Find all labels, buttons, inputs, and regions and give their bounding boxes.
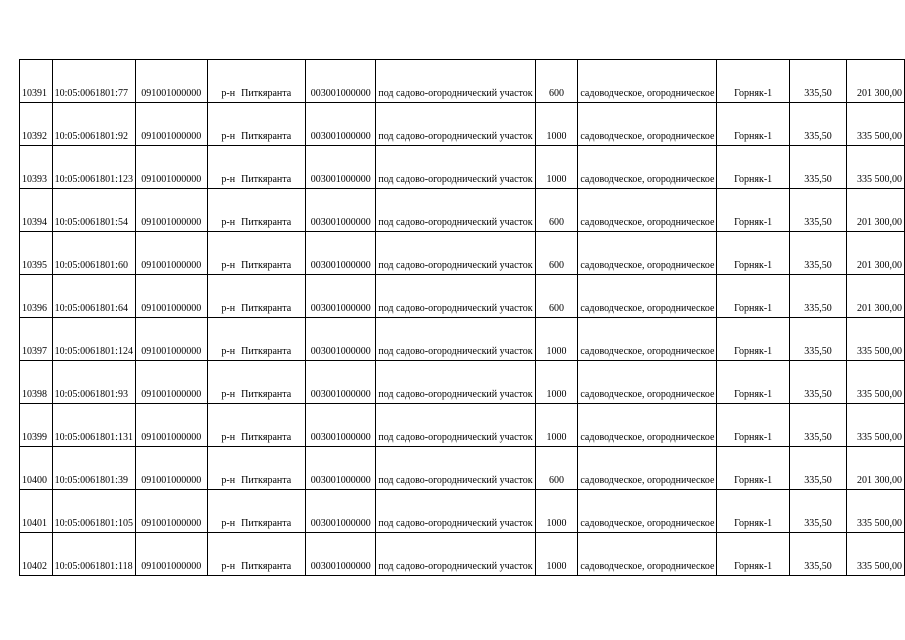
association-name-cell	[717, 533, 790, 576]
okato-code: 091001000000	[141, 389, 202, 400]
district-prefix: р-н	[221, 518, 236, 529]
district-cell	[207, 447, 306, 490]
row-number: 10400	[22, 475, 47, 486]
land-registry-table	[19, 59, 905, 576]
land-area: 1000	[546, 561, 567, 572]
specific-value-rate: 335,50	[804, 475, 832, 486]
land-use-type-cell	[578, 60, 717, 103]
row-number: 10398	[22, 389, 47, 400]
oktmo-code-cell	[306, 490, 376, 533]
okato-code: 091001000000	[141, 346, 202, 357]
specific-value-rate: 335,50	[804, 88, 832, 99]
district-cell	[207, 189, 306, 232]
cadastral-number-cell	[52, 60, 135, 103]
land-use-type: садоводческое, огородническое	[580, 346, 715, 357]
district-cell	[207, 232, 306, 275]
district-name: Питкяранта	[241, 346, 292, 357]
association-name: Горняк-1	[734, 346, 773, 357]
land-use-type-cell	[578, 146, 717, 189]
district-name: Питкяранта	[241, 174, 292, 185]
cadastral-number: 10:05:0061801:105	[54, 518, 133, 529]
specific-value-rate-cell	[789, 103, 846, 146]
district-name: Питкяранта	[241, 561, 292, 572]
land-purpose-cell	[376, 103, 535, 146]
district-prefix: р-н	[221, 432, 236, 443]
oktmo-code-cell	[306, 232, 376, 275]
district-name: Питкяранта	[241, 260, 292, 271]
land-purpose-cell	[376, 490, 535, 533]
table-row	[20, 189, 905, 232]
cadastral-value-cell	[847, 60, 905, 103]
district-prefix: р-н	[221, 131, 236, 142]
land-area-cell	[535, 447, 578, 490]
land-area: 600	[549, 217, 564, 228]
okato-code: 091001000000	[141, 217, 202, 228]
district-prefix: р-н	[221, 260, 236, 271]
oktmo-code: 003001000000	[310, 217, 371, 228]
cadastral-value: 201 300,00	[857, 475, 902, 486]
cadastral-value: 201 300,00	[857, 303, 902, 314]
oktmo-code-cell	[306, 275, 376, 318]
row-number: 10402	[22, 561, 47, 572]
table-row	[20, 146, 905, 189]
district-prefix: р-н	[221, 88, 236, 99]
district-name: Питкяранта	[241, 88, 292, 99]
cadastral-value-cell	[847, 490, 905, 533]
land-use-type-cell	[578, 103, 717, 146]
land-purpose: под садово-огороднический участок	[378, 303, 533, 314]
district-cell	[207, 275, 306, 318]
land-use-type-cell	[578, 318, 717, 361]
oktmo-code: 003001000000	[310, 346, 371, 357]
row-number-cell	[20, 275, 53, 318]
cadastral-value-cell	[847, 232, 905, 275]
land-use-type: садоводческое, огородническое	[580, 260, 715, 271]
cadastral-number: 10:05:0061801:54	[54, 217, 128, 228]
land-purpose-cell	[376, 361, 535, 404]
land-purpose: под садово-огороднический участок	[378, 88, 533, 99]
table-row	[20, 275, 905, 318]
land-area: 1000	[546, 518, 567, 529]
land-area: 1000	[546, 174, 567, 185]
association-name: Горняк-1	[734, 217, 773, 228]
district-prefix: р-н	[221, 217, 236, 228]
row-number-cell	[20, 490, 53, 533]
district-prefix: р-н	[221, 475, 236, 486]
land-purpose: под садово-огороднический участок	[378, 475, 533, 486]
land-use-type: садоводческое, огородническое	[580, 131, 715, 142]
association-name-cell	[717, 275, 790, 318]
cadastral-value: 335 500,00	[857, 432, 902, 443]
cadastral-value: 201 300,00	[857, 88, 902, 99]
specific-value-rate-cell	[789, 533, 846, 576]
district-cell	[207, 318, 306, 361]
row-number: 10399	[22, 432, 47, 443]
association-name-cell	[717, 232, 790, 275]
cadastral-value: 335 500,00	[857, 389, 902, 400]
land-purpose: под садово-огороднический участок	[378, 389, 533, 400]
specific-value-rate: 335,50	[804, 561, 832, 572]
okato-code: 091001000000	[141, 432, 202, 443]
district-name: Питкяранта	[241, 432, 292, 443]
land-use-type: садоводческое, огородническое	[580, 88, 715, 99]
specific-value-rate: 335,50	[804, 174, 832, 185]
land-area-cell	[535, 404, 578, 447]
cadastral-value-cell	[847, 275, 905, 318]
row-number-cell	[20, 533, 53, 576]
land-area-cell	[535, 318, 578, 361]
land-area-cell	[535, 490, 578, 533]
land-purpose: под садово-огороднический участок	[378, 561, 533, 572]
land-area: 600	[549, 88, 564, 99]
table-row	[20, 490, 905, 533]
land-area-cell	[535, 146, 578, 189]
land-area-cell	[535, 533, 578, 576]
oktmo-code-cell	[306, 318, 376, 361]
oktmo-code: 003001000000	[310, 432, 371, 443]
specific-value-rate: 335,50	[804, 131, 832, 142]
land-purpose: под садово-огороднический участок	[378, 346, 533, 357]
table-row	[20, 361, 905, 404]
row-number-cell	[20, 146, 53, 189]
specific-value-rate: 335,50	[804, 389, 832, 400]
oktmo-code: 003001000000	[310, 303, 371, 314]
association-name: Горняк-1	[734, 475, 773, 486]
okato-code-cell	[135, 533, 207, 576]
district-cell	[207, 361, 306, 404]
row-number-cell	[20, 60, 53, 103]
district-prefix: р-н	[221, 174, 236, 185]
land-purpose: под садово-огороднический участок	[378, 217, 533, 228]
cadastral-number-cell	[52, 361, 135, 404]
association-name-cell	[717, 490, 790, 533]
okato-code-cell	[135, 447, 207, 490]
cadastral-value: 201 300,00	[857, 260, 902, 271]
land-use-type: садоводческое, огородническое	[580, 518, 715, 529]
okato-code-cell	[135, 60, 207, 103]
land-purpose: под садово-огороднический участок	[378, 131, 533, 142]
association-name-cell	[717, 404, 790, 447]
association-name-cell	[717, 146, 790, 189]
land-use-type: садоводческое, огородническое	[580, 561, 715, 572]
cadastral-number: 10:05:0061801:39	[54, 475, 128, 486]
specific-value-rate-cell	[789, 490, 846, 533]
oktmo-code-cell	[306, 361, 376, 404]
okato-code-cell	[135, 490, 207, 533]
oktmo-code: 003001000000	[310, 88, 371, 99]
association-name: Горняк-1	[734, 303, 773, 314]
land-purpose: под садово-огороднический участок	[378, 432, 533, 443]
district-prefix: р-н	[221, 561, 236, 572]
okato-code: 091001000000	[141, 88, 202, 99]
association-name: Горняк-1	[734, 518, 773, 529]
district-cell	[207, 404, 306, 447]
land-purpose-cell	[376, 533, 535, 576]
okato-code-cell	[135, 404, 207, 447]
table-row	[20, 318, 905, 361]
okato-code: 091001000000	[141, 303, 202, 314]
okato-code-cell	[135, 275, 207, 318]
table-row	[20, 103, 905, 146]
association-name: Горняк-1	[734, 432, 773, 443]
specific-value-rate: 335,50	[804, 432, 832, 443]
land-area-cell	[535, 103, 578, 146]
table-row	[20, 533, 905, 576]
table-row	[20, 447, 905, 490]
cadastral-value: 201 300,00	[857, 217, 902, 228]
district-name: Питкяранта	[241, 217, 292, 228]
association-name: Горняк-1	[734, 88, 773, 99]
district-cell	[207, 103, 306, 146]
cadastral-value: 335 500,00	[857, 518, 902, 529]
district-prefix: р-н	[221, 303, 236, 314]
land-purpose: под садово-огороднический участок	[378, 260, 533, 271]
district-cell	[207, 146, 306, 189]
cadastral-number: 10:05:0061801:118	[54, 561, 133, 572]
association-name: Горняк-1	[734, 389, 773, 400]
row-number-cell	[20, 232, 53, 275]
row-number-cell	[20, 103, 53, 146]
oktmo-code-cell	[306, 533, 376, 576]
cadastral-number-cell	[52, 189, 135, 232]
land-area-cell	[535, 232, 578, 275]
association-name-cell	[717, 103, 790, 146]
row-number: 10392	[22, 131, 47, 142]
cadastral-value-cell	[847, 361, 905, 404]
land-area: 1000	[546, 346, 567, 357]
land-use-type: садоводческое, огородническое	[580, 389, 715, 400]
okato-code-cell	[135, 146, 207, 189]
land-area: 1000	[546, 432, 567, 443]
oktmo-code: 003001000000	[310, 260, 371, 271]
cadastral-number-cell	[52, 404, 135, 447]
oktmo-code-cell	[306, 60, 376, 103]
oktmo-code-cell	[306, 146, 376, 189]
oktmo-code-cell	[306, 103, 376, 146]
specific-value-rate: 335,50	[804, 518, 832, 529]
cadastral-number-cell	[52, 275, 135, 318]
specific-value-rate-cell	[789, 232, 846, 275]
district-cell	[207, 533, 306, 576]
row-number-cell	[20, 189, 53, 232]
cadastral-number-cell	[52, 447, 135, 490]
cadastral-value-cell	[847, 533, 905, 576]
land-use-type-cell	[578, 533, 717, 576]
row-number: 10396	[22, 303, 47, 314]
table-body	[20, 60, 905, 576]
land-area: 1000	[546, 389, 567, 400]
association-name: Горняк-1	[734, 260, 773, 271]
cadastral-number: 10:05:0061801:92	[54, 131, 128, 142]
land-purpose-cell	[376, 275, 535, 318]
land-use-type-cell	[578, 447, 717, 490]
specific-value-rate-cell	[789, 275, 846, 318]
land-use-type-cell	[578, 189, 717, 232]
association-name-cell	[717, 318, 790, 361]
land-use-type: садоводческое, огородническое	[580, 475, 715, 486]
cadastral-number: 10:05:0061801:131	[54, 432, 133, 443]
oktmo-code-cell	[306, 404, 376, 447]
oktmo-code-cell	[306, 189, 376, 232]
land-use-type: садоводческое, огородническое	[580, 174, 715, 185]
land-purpose: под садово-огороднический участок	[378, 174, 533, 185]
land-purpose-cell	[376, 318, 535, 361]
row-number: 10391	[22, 88, 47, 99]
association-name-cell	[717, 361, 790, 404]
association-name: Горняк-1	[734, 174, 773, 185]
okato-code-cell	[135, 189, 207, 232]
row-number: 10393	[22, 174, 47, 185]
land-purpose-cell	[376, 404, 535, 447]
district-cell	[207, 60, 306, 103]
row-number: 10395	[22, 260, 47, 271]
district-name: Питкяранта	[241, 303, 292, 314]
specific-value-rate: 335,50	[804, 217, 832, 228]
land-use-type-cell	[578, 232, 717, 275]
okato-code: 091001000000	[141, 561, 202, 572]
okato-code-cell	[135, 318, 207, 361]
cadastral-value-cell	[847, 189, 905, 232]
cadastral-value-cell	[847, 103, 905, 146]
row-number-cell	[20, 318, 53, 361]
land-use-type-cell	[578, 404, 717, 447]
okato-code-cell	[135, 232, 207, 275]
oktmo-code: 003001000000	[310, 561, 371, 572]
association-name: Горняк-1	[734, 561, 773, 572]
land-purpose-cell	[376, 60, 535, 103]
cadastral-number: 10:05:0061801:93	[54, 389, 128, 400]
cadastral-number-cell	[52, 103, 135, 146]
specific-value-rate-cell	[789, 447, 846, 490]
cadastral-value: 335 500,00	[857, 131, 902, 142]
land-purpose-cell	[376, 189, 535, 232]
cadastral-value-cell	[847, 404, 905, 447]
land-use-type-cell	[578, 361, 717, 404]
cadastral-value: 335 500,00	[857, 346, 902, 357]
row-number: 10397	[22, 346, 47, 357]
okato-code: 091001000000	[141, 131, 202, 142]
land-use-type: садоводческое, огородническое	[580, 303, 715, 314]
cadastral-number-cell	[52, 318, 135, 361]
land-area: 600	[549, 475, 564, 486]
row-number-cell	[20, 447, 53, 490]
cadastral-number-cell	[52, 490, 135, 533]
oktmo-code-cell	[306, 447, 376, 490]
land-area-cell	[535, 60, 578, 103]
cadastral-value-cell	[847, 146, 905, 189]
row-number: 10401	[22, 518, 47, 529]
land-area-cell	[535, 361, 578, 404]
okato-code: 091001000000	[141, 475, 202, 486]
land-area-cell	[535, 189, 578, 232]
specific-value-rate-cell	[789, 146, 846, 189]
land-purpose-cell	[376, 146, 535, 189]
okato-code: 091001000000	[141, 174, 202, 185]
cadastral-number-cell	[52, 146, 135, 189]
association-name-cell	[717, 447, 790, 490]
row-number-cell	[20, 404, 53, 447]
land-use-type: садоводческое, огородническое	[580, 432, 715, 443]
association-name-cell	[717, 60, 790, 103]
association-name: Горняк-1	[734, 131, 773, 142]
oktmo-code: 003001000000	[310, 518, 371, 529]
land-area-cell	[535, 275, 578, 318]
cadastral-number: 10:05:0061801:124	[54, 346, 133, 357]
specific-value-rate-cell	[789, 60, 846, 103]
okato-code-cell	[135, 361, 207, 404]
land-use-type-cell	[578, 490, 717, 533]
cadastral-number: 10:05:0061801:64	[54, 303, 128, 314]
specific-value-rate: 335,50	[804, 260, 832, 271]
oktmo-code: 003001000000	[310, 475, 371, 486]
oktmo-code: 003001000000	[310, 389, 371, 400]
table-row	[20, 404, 905, 447]
district-name: Питкяранта	[241, 518, 292, 529]
table-row	[20, 60, 905, 103]
district-prefix: р-н	[221, 389, 236, 400]
oktmo-code: 003001000000	[310, 131, 371, 142]
land-use-type: садоводческое, огородническое	[580, 217, 715, 228]
land-purpose: под садово-огороднический участок	[378, 518, 533, 529]
specific-value-rate-cell	[789, 404, 846, 447]
okato-code: 091001000000	[141, 518, 202, 529]
cadastral-value: 335 500,00	[857, 174, 902, 185]
cadastral-number: 10:05:0061801:123	[54, 174, 133, 185]
okato-code-cell	[135, 103, 207, 146]
cadastral-number: 10:05:0061801:77	[54, 88, 128, 99]
specific-value-rate: 335,50	[804, 303, 832, 314]
table-row	[20, 232, 905, 275]
row-number: 10394	[22, 217, 47, 228]
cadastral-value-cell	[847, 318, 905, 361]
cadastral-number: 10:05:0061801:60	[54, 260, 128, 271]
land-area: 600	[549, 260, 564, 271]
oktmo-code: 003001000000	[310, 174, 371, 185]
cadastral-number-cell	[52, 533, 135, 576]
district-name: Питкяранта	[241, 475, 292, 486]
okato-code: 091001000000	[141, 260, 202, 271]
specific-value-rate-cell	[789, 361, 846, 404]
specific-value-rate-cell	[789, 318, 846, 361]
association-name-cell	[717, 189, 790, 232]
land-area: 600	[549, 303, 564, 314]
land-area: 1000	[546, 131, 567, 142]
district-prefix: р-н	[221, 346, 236, 357]
district-name: Питкяранта	[241, 389, 292, 400]
row-number-cell	[20, 361, 53, 404]
cadastral-value: 335 500,00	[857, 561, 902, 572]
district-name: Питкяранта	[241, 131, 292, 142]
cadastral-value-cell	[847, 447, 905, 490]
cadastral-number-cell	[52, 232, 135, 275]
district-cell	[207, 490, 306, 533]
land-purpose-cell	[376, 447, 535, 490]
specific-value-rate: 335,50	[804, 346, 832, 357]
specific-value-rate-cell	[789, 189, 846, 232]
land-purpose-cell	[376, 232, 535, 275]
land-use-type-cell	[578, 275, 717, 318]
